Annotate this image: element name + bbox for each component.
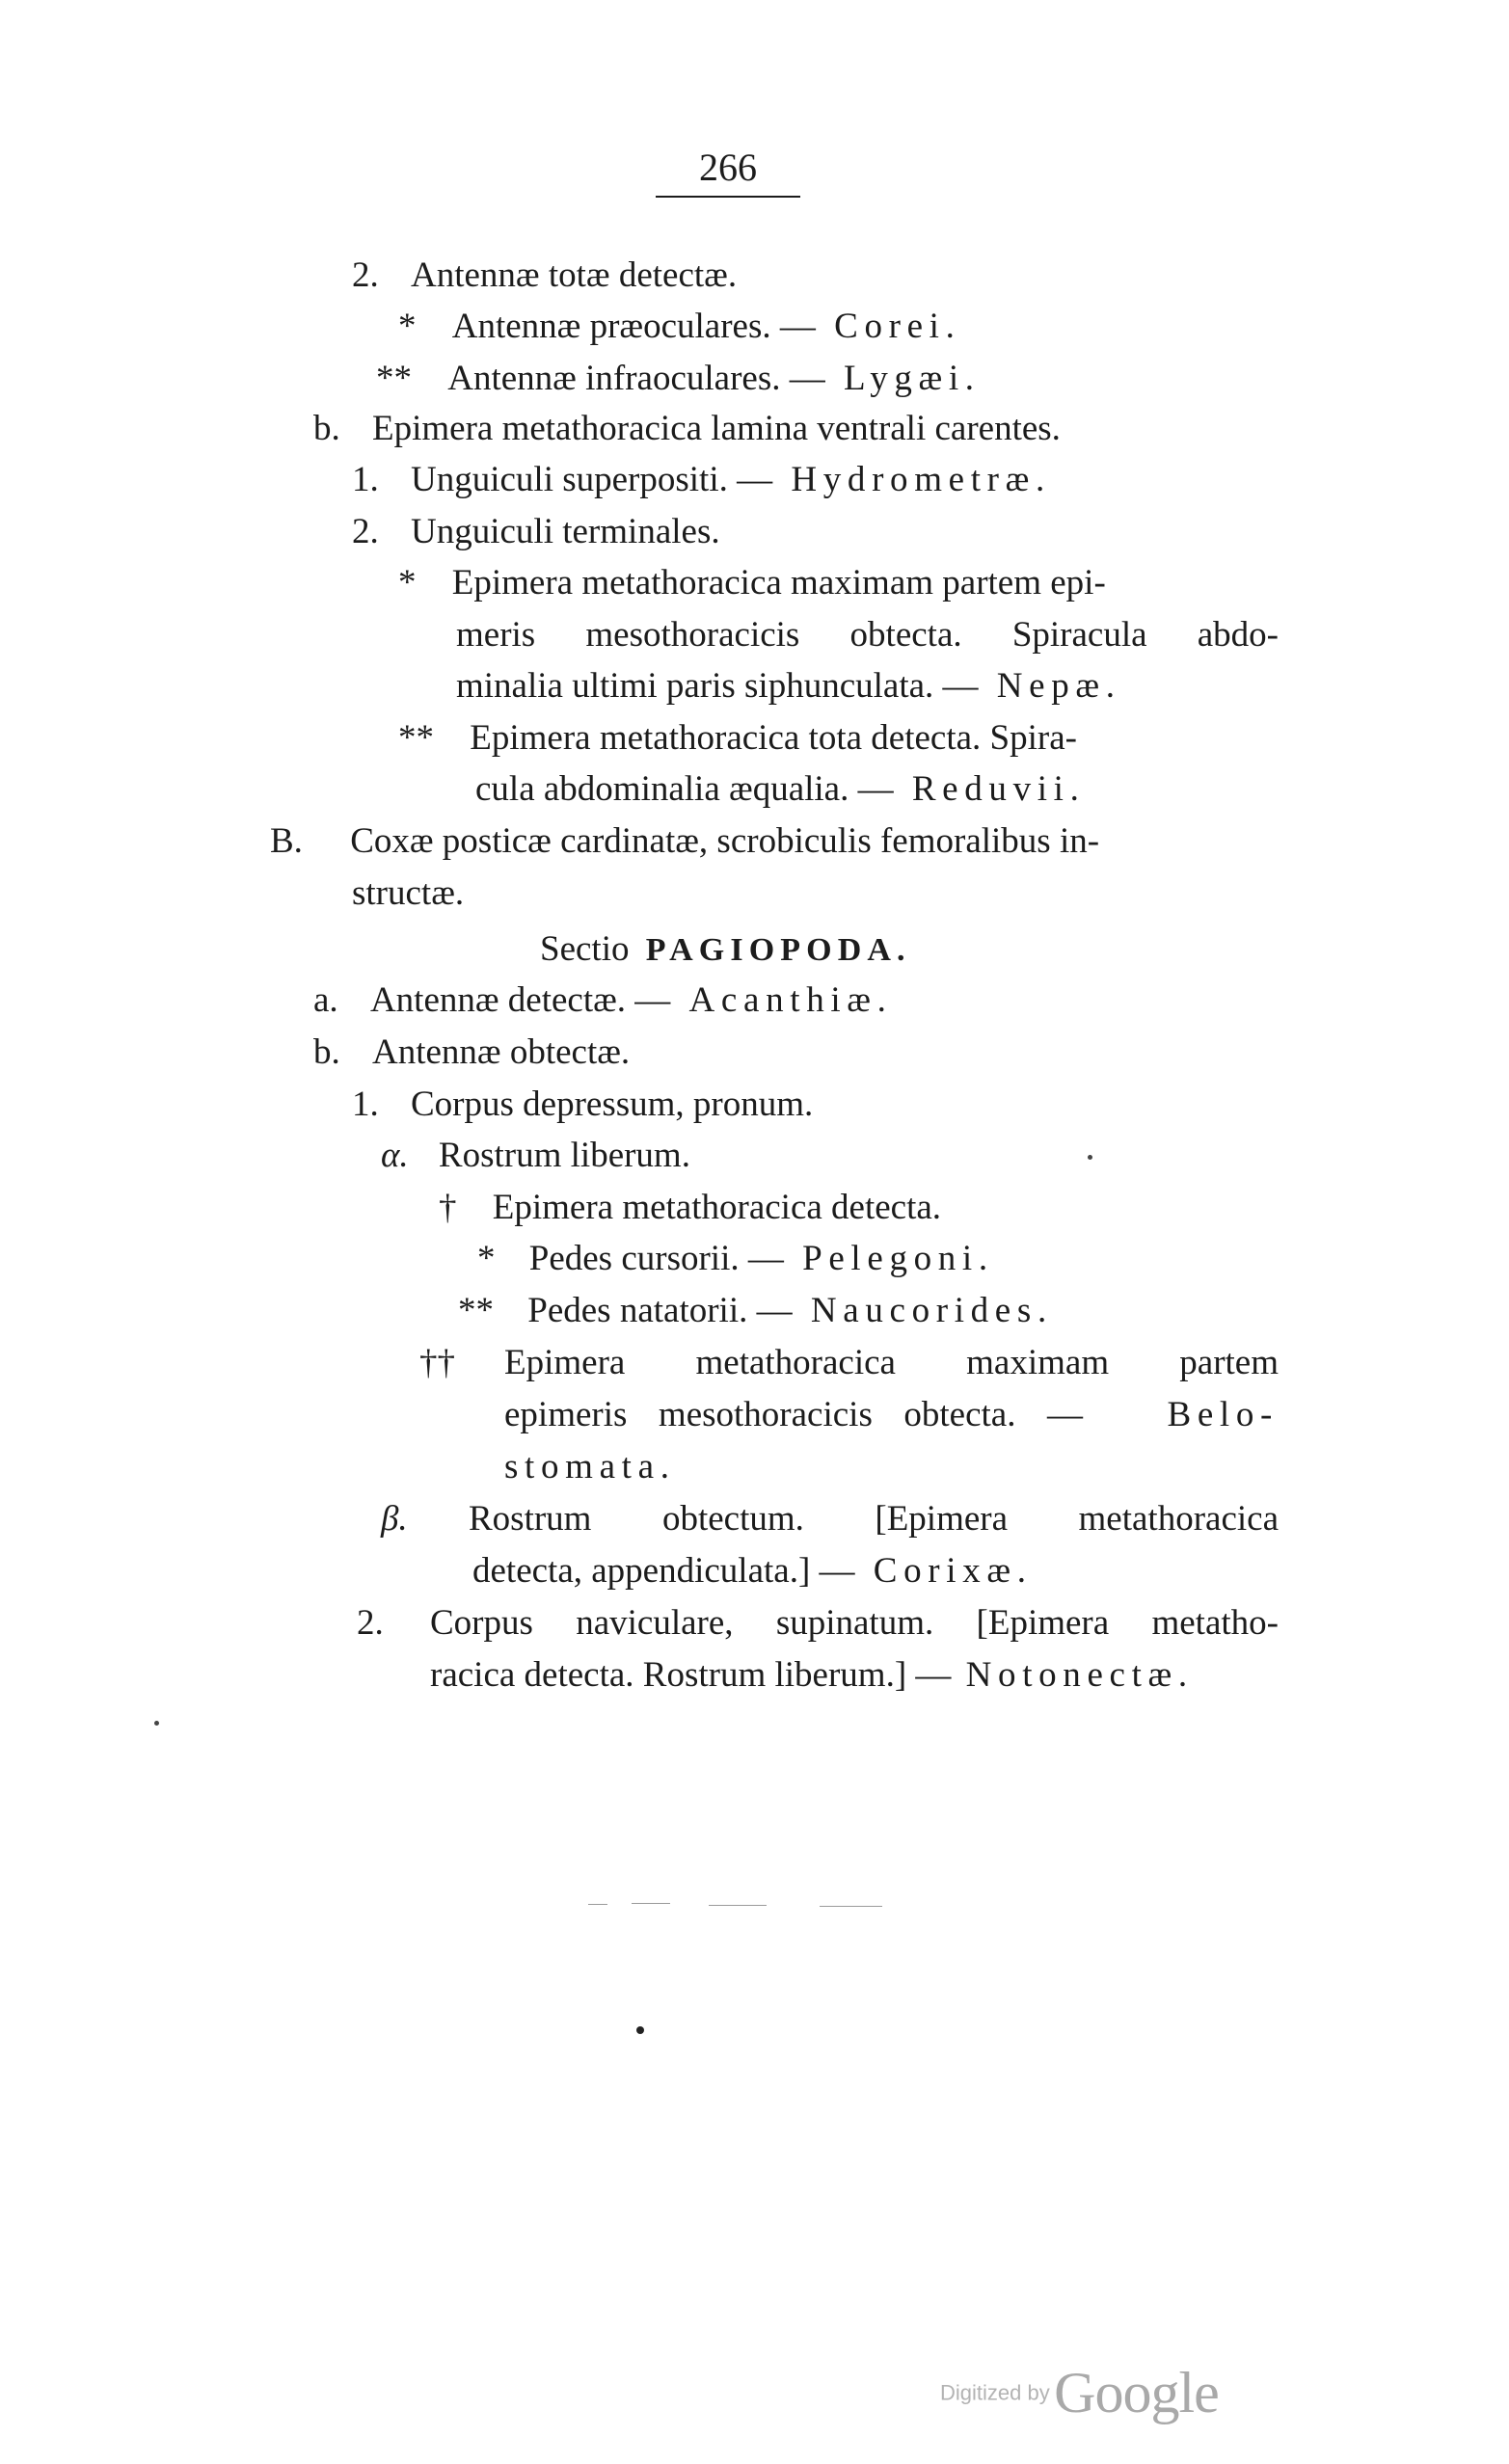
line-marker: †† [419,1343,455,1382]
taxon-name: Hydrometræ. [791,460,1051,499]
line-text: Unguiculi superpositi. — [411,460,773,499]
line-marker: 2. [357,1603,384,1643]
line-text: minalia ultimi paris siphunculata. — [456,666,979,706]
taxon-name: stomata. [504,1447,676,1486]
line-text: Rostrum obtectum. [Epimera metathoracica [469,1499,1279,1539]
line-text: Corpus naviculare, supinatum. [Epimera metatho- [430,1603,1279,1643]
line-text: racica detecta. Rostrum liberum.] — [430,1655,952,1695]
text-line [270,817,1099,866]
text-line [357,1599,1279,1647]
section-heading [540,925,911,975]
text-line [352,870,464,918]
line-text: Antennæ præoculares. — [451,307,816,346]
text-line [504,1443,676,1491]
text-line [458,1287,1053,1335]
line-text: structæ. [352,873,465,913]
line-text: Epimera metathoracica lamina ventrali carentes. [372,409,1061,448]
line-marker: * [398,563,417,603]
text-line [313,1029,630,1077]
text-line [475,765,1086,814]
line-text: Pedes cursorii. — [528,1239,784,1278]
ink-speck [1088,1155,1092,1160]
faint-mark [820,1906,882,1907]
page-number: 266 [656,145,800,198]
ink-speck [154,1721,159,1726]
line-marker: α. [381,1136,409,1175]
taxon-name: Pelegoni. [802,1239,994,1278]
line-text: Unguiculi terminales. [411,512,720,551]
line-marker: 1. [352,460,379,499]
line-marker: † [439,1188,457,1227]
line-text: Epimera metathoracica maximam partem epi- [451,563,1106,603]
text-line [430,1651,1194,1700]
text-line [456,662,1121,710]
line-marker: b. [313,1032,340,1072]
taxon-name: Lygæi. [843,359,981,398]
taxon-name: Belo- [1167,1395,1279,1434]
line-text: detecta, appendiculata.] — [472,1551,855,1591]
line-text: Rostrum liberum. [438,1136,690,1175]
text-line [352,456,1051,504]
google-logo: Google [1054,2361,1219,2424]
text-line [398,559,1106,607]
line-text: epimeris mesothoracicis obtecta. — [504,1395,1083,1434]
text-line [352,1081,813,1129]
text-line [381,1132,690,1180]
text-line [398,303,961,351]
line-text: Antennæ obtectæ. [372,1032,631,1072]
taxon-name: Corixæ. [873,1551,1033,1591]
text-line [477,1235,994,1283]
line-marker: b. [313,409,340,448]
line-marker: ** [398,718,434,758]
text-line [313,977,893,1025]
line-marker: β. [381,1499,408,1539]
line-text: Antennæ totæ detectæ. [411,255,738,295]
line-marker: * [398,307,417,346]
line-text: Corpus depressum, pronum. [411,1085,814,1124]
line-text: Sectio [540,929,630,969]
line-marker: 1. [352,1085,379,1124]
text-line [456,611,1279,659]
taxon-name: Notonectæ. [965,1655,1194,1695]
text-line [472,1547,1033,1595]
taxon-name: Naucorides. [810,1291,1053,1330]
line-text: Antennæ infraoculares. — [447,359,825,398]
section-name: PAGIOPODA. [645,932,911,968]
line-marker: 2. [352,512,379,551]
text-line [419,1339,1279,1387]
taxon-name: Nepæ. [996,666,1121,706]
text-line [381,1495,1279,1543]
text-line [398,714,1077,763]
text-line [352,252,737,300]
line-text: Epimera metathoracica maximam partem [504,1343,1279,1382]
text-line [313,405,1061,453]
line-marker: ** [458,1291,494,1330]
text-line [504,1391,1279,1439]
digitized-by-google-watermark [940,2360,1219,2426]
text-line [352,508,720,556]
ink-speck [636,2026,644,2034]
line-text: Coxæ posticæ cardinatæ, scrobiculis femoralibus in- [350,821,1100,861]
line-text: Pedes natatorii. — [527,1291,793,1330]
line-text: Epimera metathoracica detecta. [492,1188,942,1227]
line-text: Epimera metathoracica tota detecta. Spira- [470,718,1077,758]
taxon-name: Reduvii. [911,769,1086,809]
line-marker: ** [376,359,412,398]
line-text: cula abdominalia æqualia. — [475,769,894,809]
line-text: Antennæ detectæ. — [369,980,671,1020]
faint-mark [588,1904,607,1905]
text-line [376,355,981,403]
taxon-name: Corei. [834,307,961,346]
line-marker: B. [270,821,303,861]
faint-mark [709,1905,767,1906]
taxon-name: Acanthiæ. [688,980,893,1020]
line-text: meris mesothoracicis obtecta. Spiracula abdo- [456,615,1279,655]
line-marker: a. [313,980,338,1020]
line-marker: 2. [352,255,379,295]
watermark-prefix: Digitized by [940,2380,1050,2405]
line-marker: * [477,1239,496,1278]
faint-mark [632,1903,670,1904]
text-line [439,1184,941,1232]
